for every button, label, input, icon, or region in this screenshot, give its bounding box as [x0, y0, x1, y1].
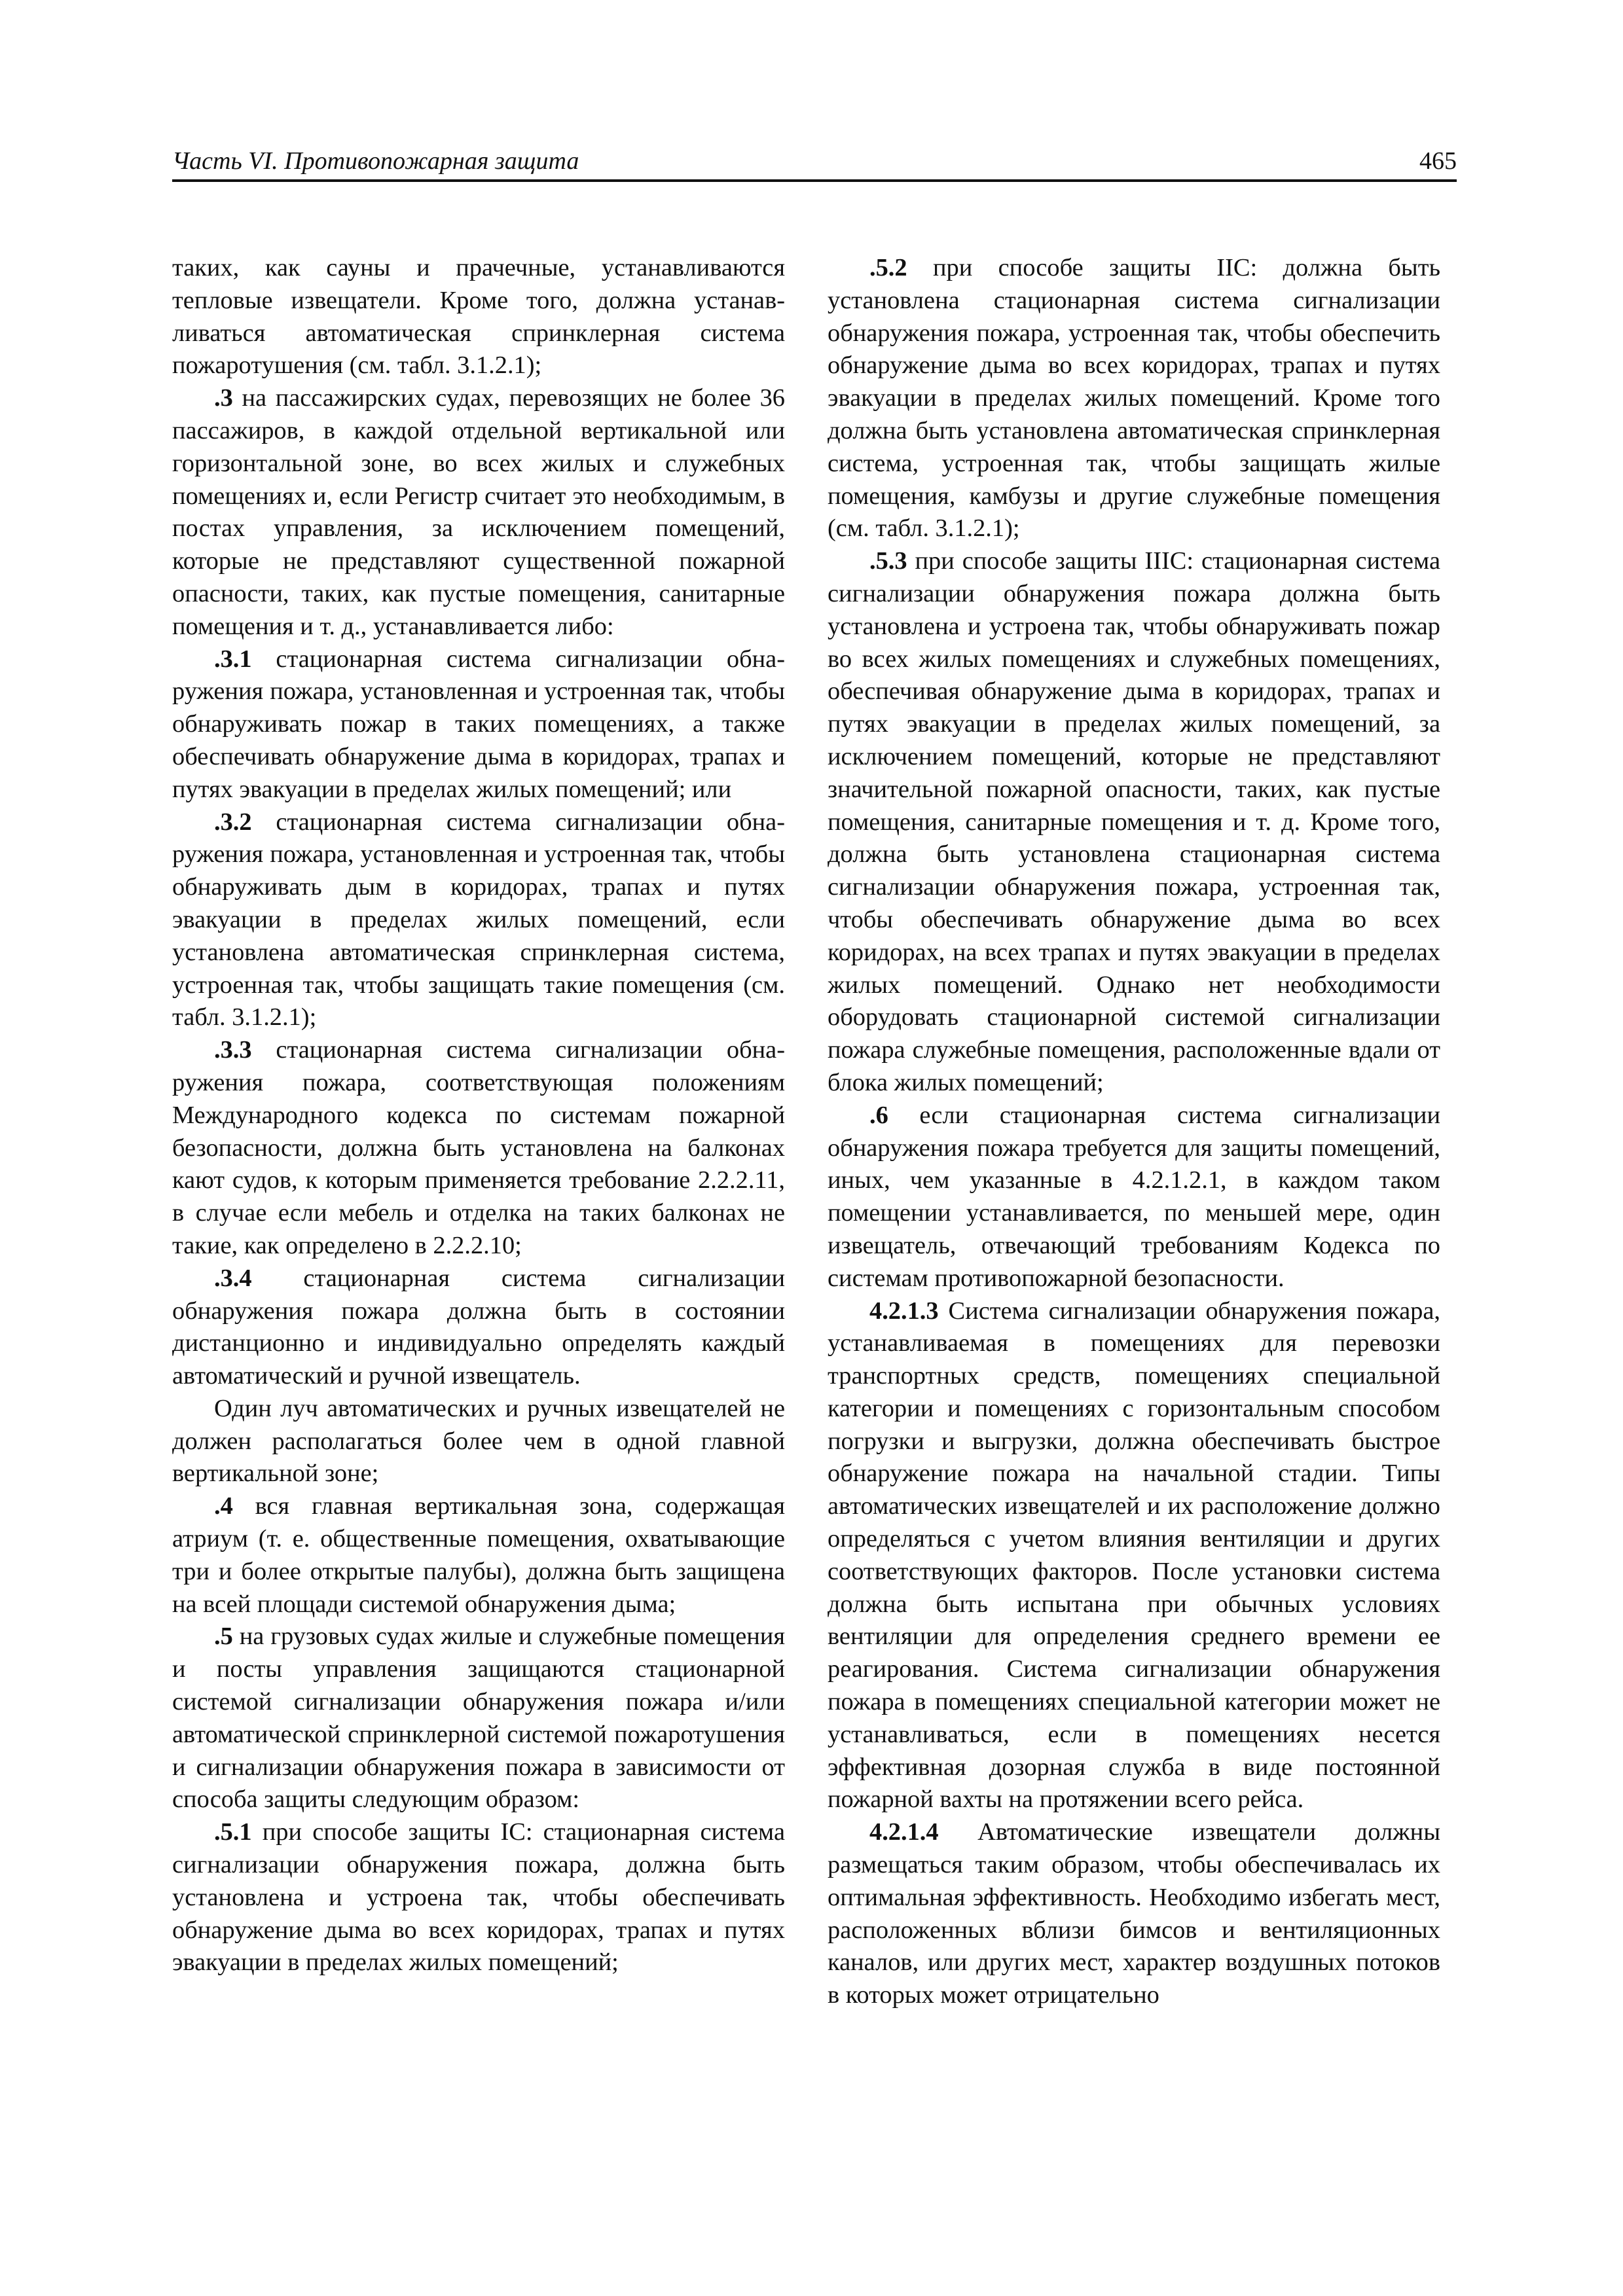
paragraph-text: стационарная система сигнализации обнаружения пожара, установленная и устроенная так, чтобы обнаруживать дым в коридорах, трапах и путях эвакуации в пределах жилых помещений, если установлена автоматическая спринклерная система, устроенная так, чтобы защищать такие помещения (см. табл. 3.1.2.1);: [172, 808, 785, 1031]
paragraph-text: Автоматические извещатели должны размещаться таким образом, чтобы обеспечивалась их оптимальная эффективность. Необходимо избегать мест, расположенных вблизи бимсов и вентиляционных каналов, или других мест, характер воздушных потоков в которых может отрицательно: [828, 1818, 1440, 2009]
right-column: [828, 252, 1440, 2012]
paragraph: [828, 1816, 1440, 2012]
paragraph-text: стационарная система сигнализации обнаружения пожара, соответствующая положениям Международного кодекса по системам пожарной безопасности, должна быть установлена на балконах кают судов, к которым применяется требование 2.2.2.11, в случае если мебель и отделка на таких балконах не такие, как определено в 2.2.2.10;: [172, 1036, 785, 1259]
paragraph-text: вся главная вертикальная зона, содержащая атриум (т. е. общественные помещения, охватывающие три и более открытые палубы), должна быть защищена на всей площади системой обнаружения дыма;: [172, 1492, 785, 1618]
clause-number: .3.3: [214, 1036, 252, 1064]
paragraph: [172, 643, 785, 806]
paragraph: [172, 1263, 785, 1393]
paragraph-text: Один луч автоматических и ручных извещателей не должен располагаться более чем в одной главной вертикальной зоне;: [172, 1394, 785, 1488]
paragraph: [172, 1490, 785, 1621]
clause-number: 4.2.1.3: [869, 1297, 939, 1325]
paragraph-text: при способе защиты IIC: должна быть установлена стационарная система сигнализации обнаружения пожара, устроенная так, чтобы обеспечить обнаружение дыма во всех коридорах, трапах и путях эвакуации в пределах жилых помещений. Кроме того должна быть установлена автоматическая спринклерная система, устроенная так, чтобы защищать жилые помещения, камбузы и другие служебные помещения (см. табл. 3.1.2.1);: [828, 254, 1440, 543]
clause-number: .3.1: [214, 645, 252, 673]
paragraph: [172, 1034, 785, 1263]
paragraph-text: если стационарная система сигнализации обнаружения пожара требуется для защиты помещений, иных, чем указанные в 4.2.1.2.1, в каждом таком помещении устанавливается, по меньшей мере, один извещатель, отвечающий требованиям Кодекса по системам противопожарной безопасности.: [828, 1101, 1440, 1292]
clause-number: .5: [214, 1623, 233, 1651]
paragraph-text: на грузовых судах жилые и служебные помещения и посты управления защищаются стационарной системой сигнализации обнаружения пожара и/или автоматической спринклерной системой пожаротушения и сигнализации обнаружения пожара в зависимости от способа защиты следующим образом:: [172, 1623, 785, 1814]
running-title: Часть VI. Противопожарная защита: [172, 147, 579, 175]
left-column: [172, 252, 785, 1979]
clause-number: .4: [214, 1492, 233, 1520]
paragraph-text: стационарная система сигнализации обнаружения пожара, установленная и устроенная так, чтобы обнаруживать пожар в таких помещениях, а также обеспечивать обнаружение дыма в коридорах, трапах и путях эвакуации в пределах жилых помещений; или: [172, 645, 785, 803]
clause-number: .5.3: [869, 547, 907, 575]
clause-number: .3: [214, 384, 233, 412]
paragraph: [828, 545, 1440, 1100]
paragraph-text: стационарная система сигнализации обнаружения пожара должна быть в состоянии дистанционно и индивидуально определять каждый автоматический и ручной извещатель.: [172, 1264, 785, 1390]
page-header: [172, 145, 1457, 182]
paragraph: [828, 1295, 1440, 1817]
paragraph: [172, 806, 785, 1035]
paragraph: [172, 1393, 785, 1490]
paragraph-text: при способе защиты IIIC: стационарная система сигнализации обнаружения пожара должна быть установлена и устроена так, чтобы обнаруживать пожар во всех жилых помещениях и служебных помещениях, обеспечивая обнаружение дыма в коридорах, трапах и путях эвакуации в пределах жилых помещений, за исключением помещений, которые не представляют значительной пожарной опасности, таких, как пустые помещения, санитарные помещения и т. д. Кроме того, должна быть установлена стационарная система сигнализации обнаружения пожара, устроенная так, чтобы обеспечивать обнаружение дыма во всех коридорах, на всех трапах и путях эвакуации в пределах жилых помещений. Однако нет необходимости оборудовать стационарной системой сигнализации пожара служебные помещения, расположенные вдали от блока жилых помещений;: [828, 547, 1440, 1096]
paragraph: [172, 1816, 785, 1979]
clause-number: .3.4: [214, 1264, 252, 1292]
paragraph: [828, 252, 1440, 545]
paragraph-text: при способе защиты IC: стационарная система сигнализации обнаружения пожара, должна быть установлена и устроена так, чтобы обеспечивать обнаружение дыма во всех коридорах, трапах и путях эвакуации в пределах жилых помещений;: [172, 1818, 785, 1977]
clause-number: .6: [869, 1101, 888, 1129]
clause-number: 4.2.1.4: [869, 1818, 939, 1846]
paragraph: [172, 382, 785, 643]
clause-number: .3.2: [214, 808, 252, 836]
clause-number: .5.2: [869, 254, 907, 281]
clause-number: .5.1: [214, 1818, 252, 1846]
paragraph: [172, 1621, 785, 1816]
paragraph: [828, 1100, 1440, 1295]
paragraph-text: Система сигнализации обнаружения пожара, устанавливаемая в помещениях для перевозки транспортных средств, помещениях специальной категории и помещениях с горизонтальным способом погрузки и выгрузки, должна обеспечивать быстрое обнаружение пожара на начальной стадии. Типы автоматических извещателей и их расположение должно определяться с учетом влияния вентиляции и других соответствующих факторов. После установки система должна быть испытана при обычных условиях вентиляции для определения среднего времени ее реагирования. Система сигнализации обнаружения пожара в помещениях специальной категории может не устанавливаться, если в помещениях несется эффективная дозорная служба в виде постоянной пожарной вахты на протяжении всего рейса.: [828, 1297, 1440, 1814]
paragraph-text: на пассажирских судах, перевозящих не более 36 пассажиров, в каждой отдельной вертикальной или горизонтальной зоне, во всех жилых и служебных помещениях и, если Регистр считает это необходимым, в постах управления, за исключением помещений, которые не представляют существенной пожарной опасности, таких, как пустые помещения, санитарные помещения и т. д., устанавливается либо:: [172, 384, 785, 640]
page-number: 465: [1419, 147, 1457, 175]
paragraph-text: таких, как сауны и прачечные, устанавливаются тепловые извещатели. Кроме того, должна устанавливаться автоматическая спринклерная система пожаротушения (см. табл. 3.1.2.1);: [172, 254, 785, 380]
paragraph: [172, 252, 785, 382]
